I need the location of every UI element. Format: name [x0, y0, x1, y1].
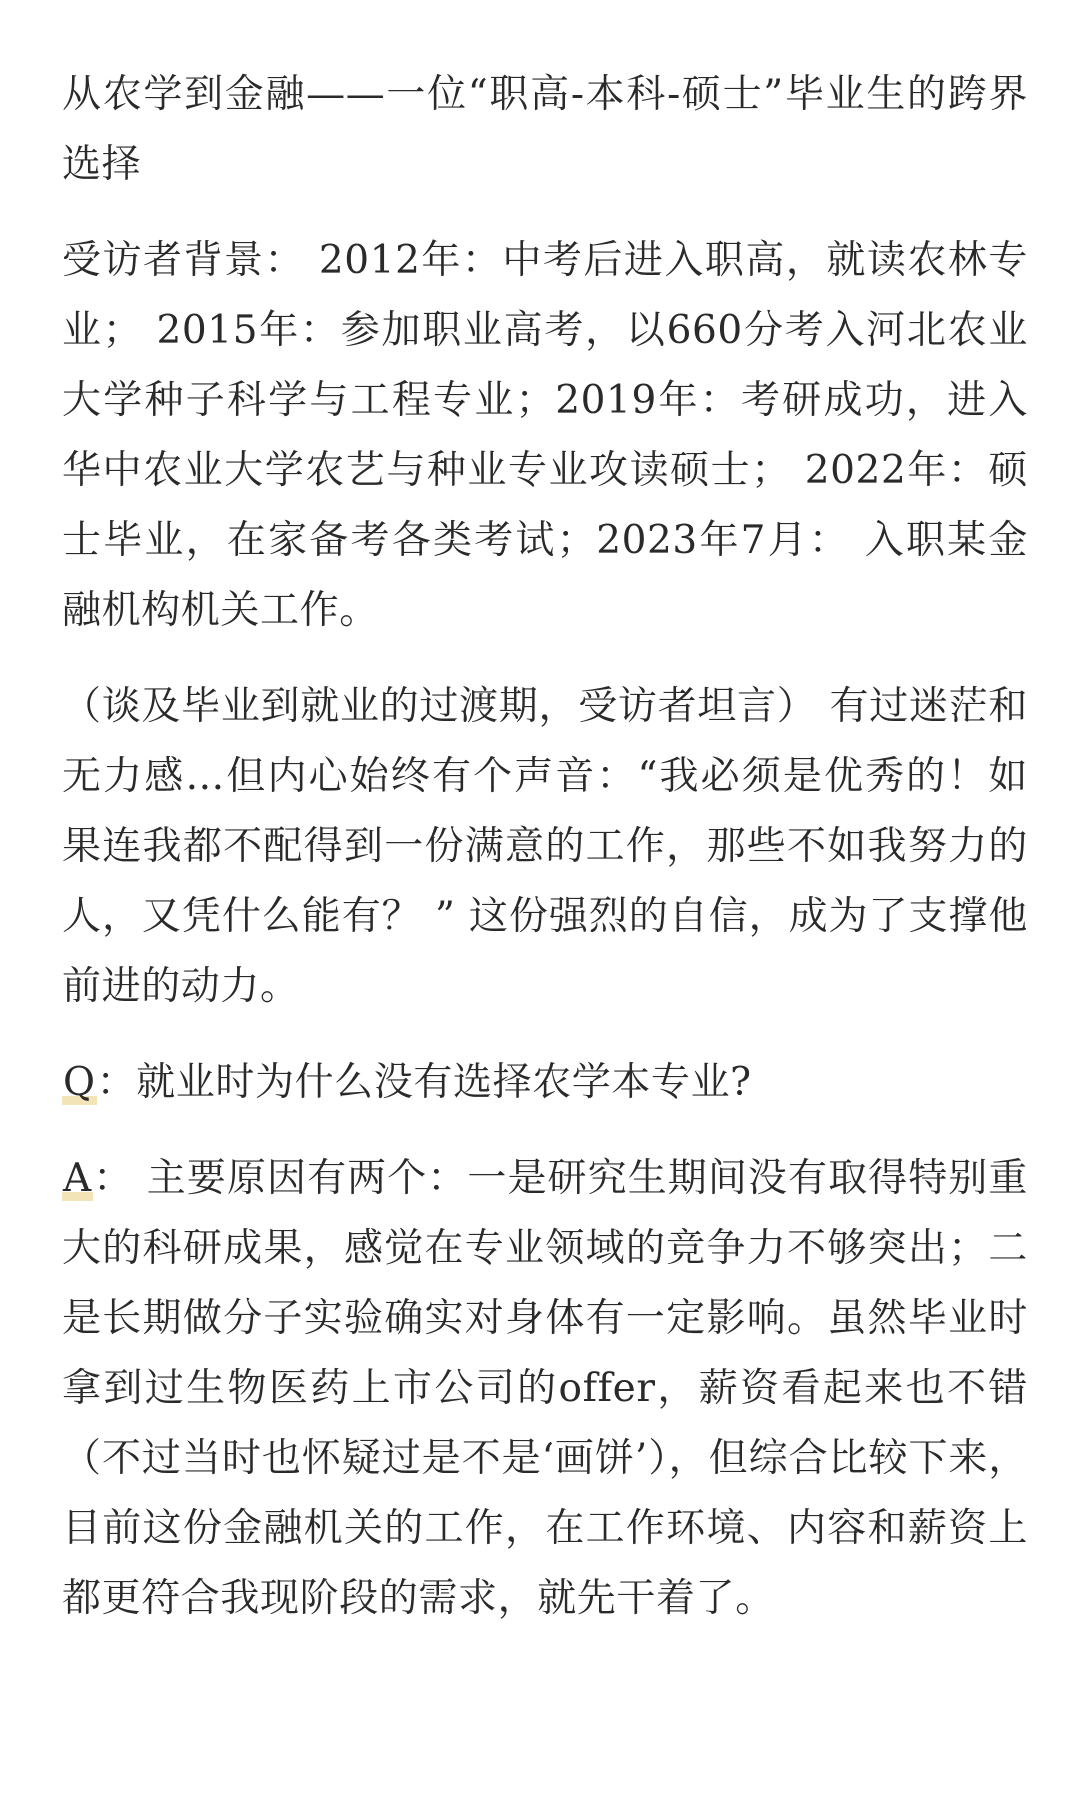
answer-marker: A	[63, 1156, 92, 1201]
question-paragraph	[62, 1048, 1028, 1118]
answer-text: ： 主要原因有两个：一是研究生期间没有取得特别重大的科研成果，感觉在专业领域的竞争力不够突出；二是长期做分子实验确实对身体有一定影响。虽然毕业时拿到过生物医药上市公司的offer，薪资看起来也不错（不过当时也怀疑过是不是‘画饼’），但综合比较下来，目前这份金融机关的工作，在工作环境、内容和薪资上都更符合我现阶段的需求，就先干着了。	[62, 1156, 1028, 1621]
question-marker: Q	[63, 1060, 96, 1105]
transition-paragraph: （谈及毕业到就业的过渡期，受访者坦言） 有过迷茫和无力感…但内心始终有个声音：“我必须是优秀的！如果连我都不配得到一份满意的工作，那些不如我努力的人，又凭什么能有？ ” 这份强烈的自信，成为了支撑他前进的动力。	[62, 684, 1028, 1009]
interviewee-background: 受访者背景： 2012年：中考后进入职高，就读农林专业； 2015年：参加职业高考，以660分考入河北农业大学种子科学与工程专业；2019年：考研成功，进入华中农业大学农艺与种业专业攻读硕士； 2022年：硕士毕业，在家备考各类考试；2023年7月： 入职某金融机构机关工作。	[62, 238, 1028, 633]
answer-paragraph	[62, 1144, 1028, 1634]
article-body	[62, 60, 1028, 1660]
article-title: 从农学到金融——一位“职高-本科-硕士”毕业生的跨界选择	[62, 72, 1028, 187]
question-text: ：就业时为什么没有选择农学本专业?	[96, 1060, 752, 1105]
